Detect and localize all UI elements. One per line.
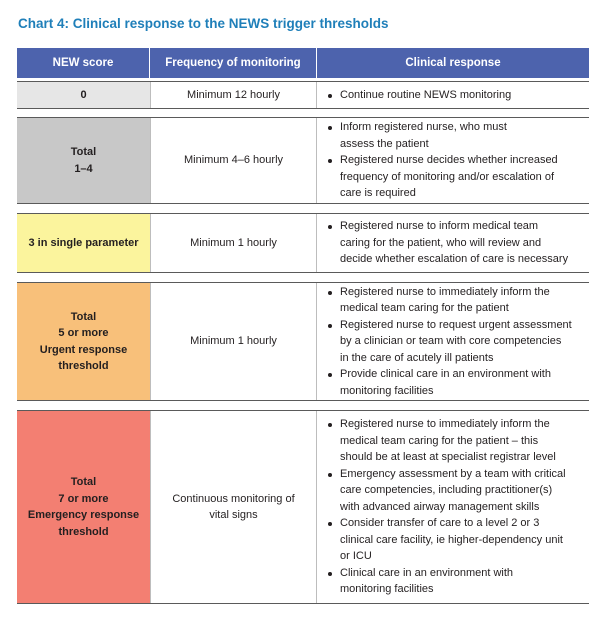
score-line: Total	[70, 310, 97, 323]
score-cell	[17, 118, 150, 203]
response-item: Clinical care in an environment with monitoring facilities	[327, 565, 583, 598]
response-item: Provide clinical care in an environment with monitoring facilities	[327, 366, 583, 399]
response-item: Consider transfer of care to a level 2 or 3 clinical care facility, ie higher-dependency unit or ICU	[327, 515, 583, 565]
score-line: Emergency response	[27, 509, 140, 521]
table-row-score-1-4	[17, 117, 589, 204]
table-row-emergency	[17, 410, 589, 604]
response-item: Continue routine NEWS monitoring	[327, 87, 583, 104]
score-line: Urgent response	[39, 343, 128, 356]
score-cell	[17, 411, 150, 603]
score-line: Total	[70, 146, 97, 158]
score-line: 5 or more	[58, 327, 109, 339]
response-item: Emergency assessment by a team with critical care competencies, including practitioner(s) with advanced airway management skills	[327, 466, 583, 516]
response-item: Registered nurse decides whether increased frequency of monitoring and/or escalation of care is required	[327, 152, 583, 202]
response-cell	[317, 214, 589, 272]
table-row-single-parameter	[17, 213, 589, 273]
response-item: Inform registered nurse, who must assess the patient	[327, 119, 583, 152]
frequency-cell: Continuous monitoring of vital signs	[150, 411, 317, 603]
header-frequency: Frequency of monitoring	[150, 48, 317, 78]
table-header	[17, 48, 589, 78]
score-line: 1–4	[74, 162, 93, 175]
response-cell	[317, 283, 589, 400]
response-cell	[317, 118, 589, 203]
score-line: threshold	[58, 360, 109, 372]
header-clinical-response: Clinical response	[405, 57, 501, 69]
response-item: Registered nurse to immediately inform the medical team caring for the patient	[327, 284, 583, 317]
chart-title: Chart 4: Clinical response to the NEWS trigger thresholds	[18, 16, 389, 31]
score-cell	[17, 214, 150, 272]
header-new-score: NEW score	[17, 48, 150, 78]
table-row-urgent	[17, 282, 589, 401]
score-line: threshold	[58, 525, 109, 538]
score-line: 0	[80, 88, 87, 101]
frequency-cell: Minimum 1 hourly	[150, 283, 317, 400]
response-item: Registered nurse to request urgent assessment by a clinician or team with core competencies in the care of acutely ill patients	[327, 317, 583, 367]
response-cell	[317, 411, 589, 603]
response-item: Registered nurse to immediately inform the medical team caring for the patient – this should be at least at specialist registrar level	[327, 416, 583, 466]
response-cell	[317, 82, 589, 108]
score-cell	[17, 82, 150, 108]
score-cell	[17, 283, 150, 400]
response-item: Registered nurse to inform medical team caring for the patient, who will review and decide whether escalation of care is necessary	[327, 218, 583, 268]
frequency-cell: Minimum 1 hourly	[150, 214, 317, 272]
frequency-cell: Minimum 12 hourly	[150, 82, 317, 108]
table-row-score-0	[17, 81, 589, 109]
frequency-cell: Minimum 4–6 hourly	[150, 118, 317, 203]
score-line: Total	[70, 476, 97, 488]
score-line: 7 or more	[58, 492, 109, 505]
score-line: 3 in single parameter	[28, 236, 139, 249]
